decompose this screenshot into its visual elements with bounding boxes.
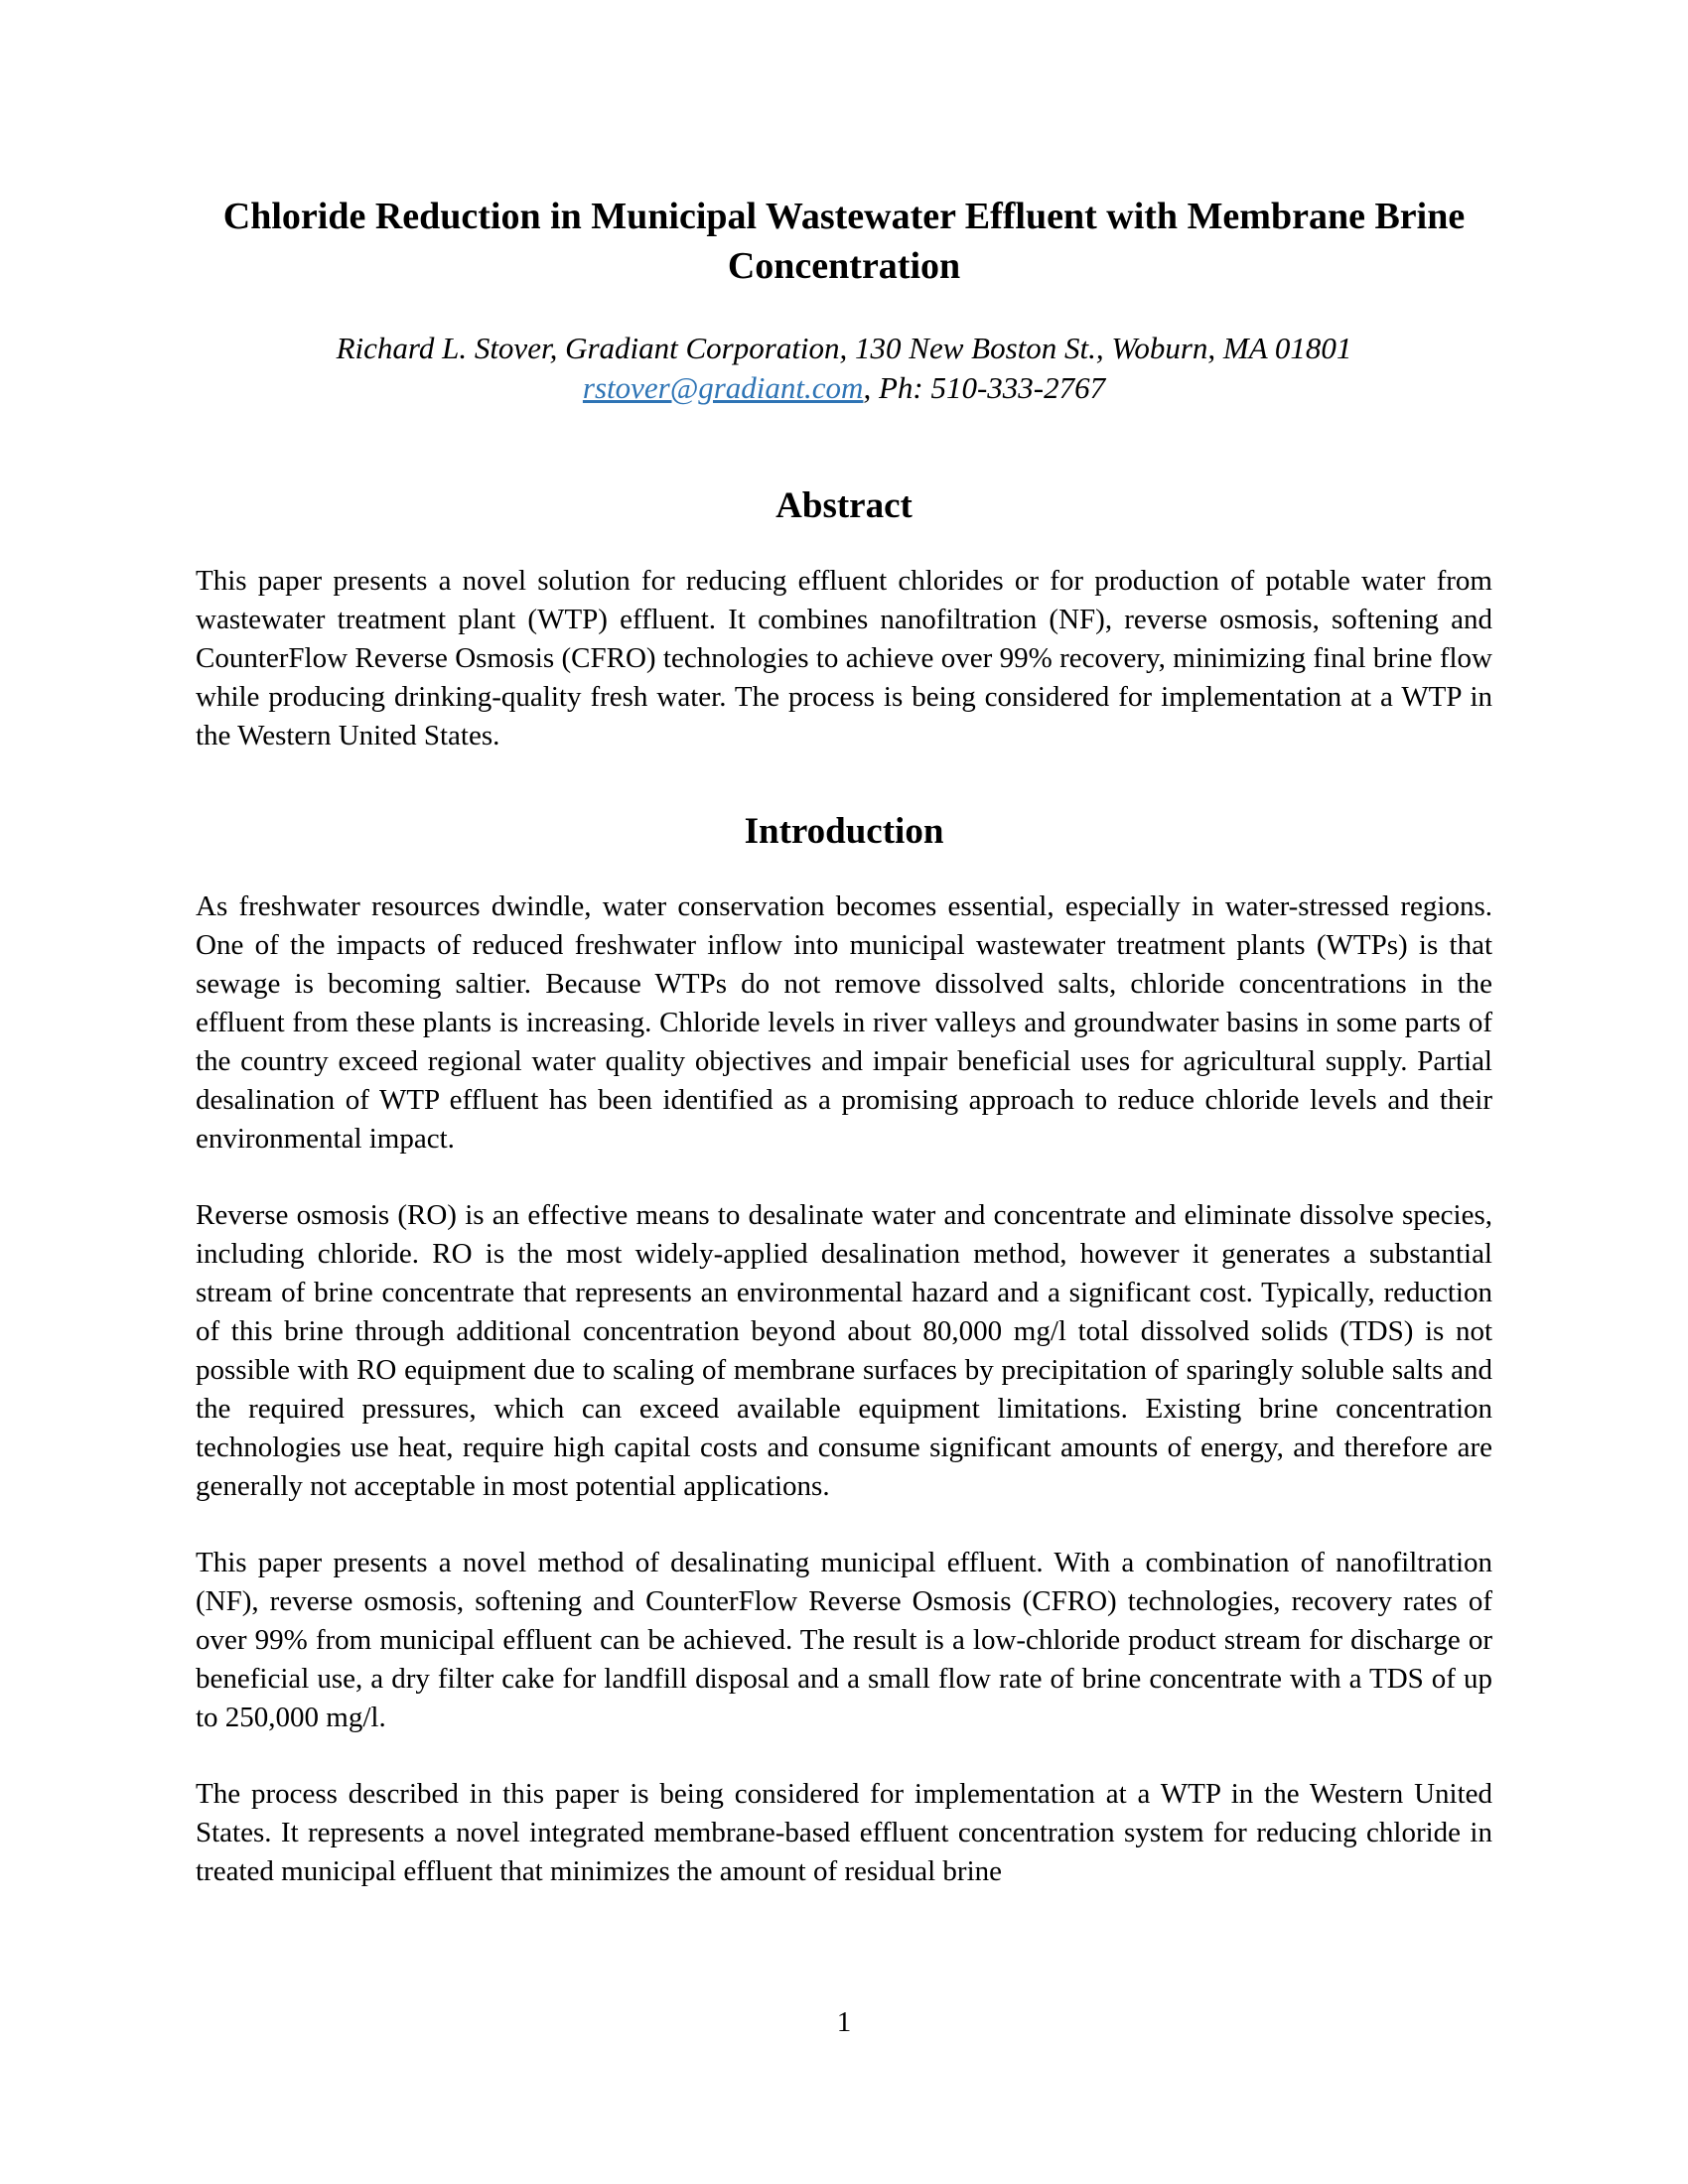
introduction-paragraph-2: Reverse osmosis (RO) is an effective means to desalinate water and concentrate and eliminate dissolve species, including chloride. RO is the most widely-applied desalination method, however it generates a substantial stream of brine concentrate that represents an environmental hazard and a significant cost. Typically, reduction of this brine through additional concentration beyond about 80,000 mg/l total dissolved solids (TDS) is not possible with RO equipment due to scaling of membrane surfaces by precipitation of sparingly soluble salts and the required pressures, which can exceed available equipment limitations. Existing brine concentration technologies use heat, require high capital costs and consume significant amounts of energy, and therefore are generally not acceptable in most potential applications. xyxy=(196,1199,1492,1502)
paper-title xyxy=(196,192,1492,291)
email-link[interactable]: rstover@gradiant.com xyxy=(582,370,864,405)
introduction-paragraph-3: This paper presents a novel method of desalinating municipal effluent. With a combination of nanofiltration (NF), reverse osmosis, softening and CounterFlow Reverse Osmosis (CFRO) technologies, recovery rates of over 99% from municipal effluent can be achieved. The result is a low-chloride product stream for discharge or beneficial use, a dry filter cake for landfill disposal and a small flow rate of brine concentrate with a TDS of up to 250,000 mg/l. xyxy=(196,1547,1492,1733)
abstract-heading: Abstract xyxy=(775,485,913,526)
page-number: 1 xyxy=(836,2006,852,2038)
introduction-heading: Introduction xyxy=(744,811,944,852)
abstract-paragraph: This paper presents a novel solution for reducing effluent chlorides or for production of potable water from wastewater treatment plant (WTP) effluent. It combines nanofiltration (NF), reverse osmosis, softening and CounterFlow Reverse Osmosis (CFRO) technologies to achieve over 99% recovery, minimizing final brine flow while producing drinking-quality fresh water. The process is being considered for implementation at a WTP in the Western United States. xyxy=(196,565,1492,751)
author-block xyxy=(196,329,1492,408)
introduction-paragraph-1: As freshwater resources dwindle, water conservation becomes essential, especially in water-stressed regions. One of the impacts of reduced freshwater inflow into municipal wastewater treatment plants (WTPs) is that sewage is becoming saltier. Because WTPs do not remove dissolved salts, chloride concentrations in the effluent from these plants is increasing. Chloride levels in river valleys and groundwater basins in some parts of the country exceed regional water quality objectives and impair beneficial uses for agricultural supply. Partial desalination of WTP effluent has been identified as a promising approach to reduce chloride levels and their environmental impact. xyxy=(196,890,1492,1155)
author-contact xyxy=(196,368,1492,408)
introduction-paragraph-4: The process described in this paper is being considered for implementation at a WTP in the Western United States. It represents a novel integrated membrane-based effluent concentration system for reducing chloride in treated municipal effluent that minimizes the amount of residual brine xyxy=(196,1778,1492,1887)
phone-text: , Ph: 510-333-2767 xyxy=(863,370,1106,405)
paper-title-line-2: Concentration xyxy=(727,245,961,287)
paper-title-line-1: Chloride Reduction in Municipal Wastewater Effluent with Membrane Brine xyxy=(222,196,1466,237)
author-affiliation: Richard L. Stover, Gradiant Corporation, 130 New Boston St., Woburn, MA 01801 xyxy=(336,331,1352,365)
